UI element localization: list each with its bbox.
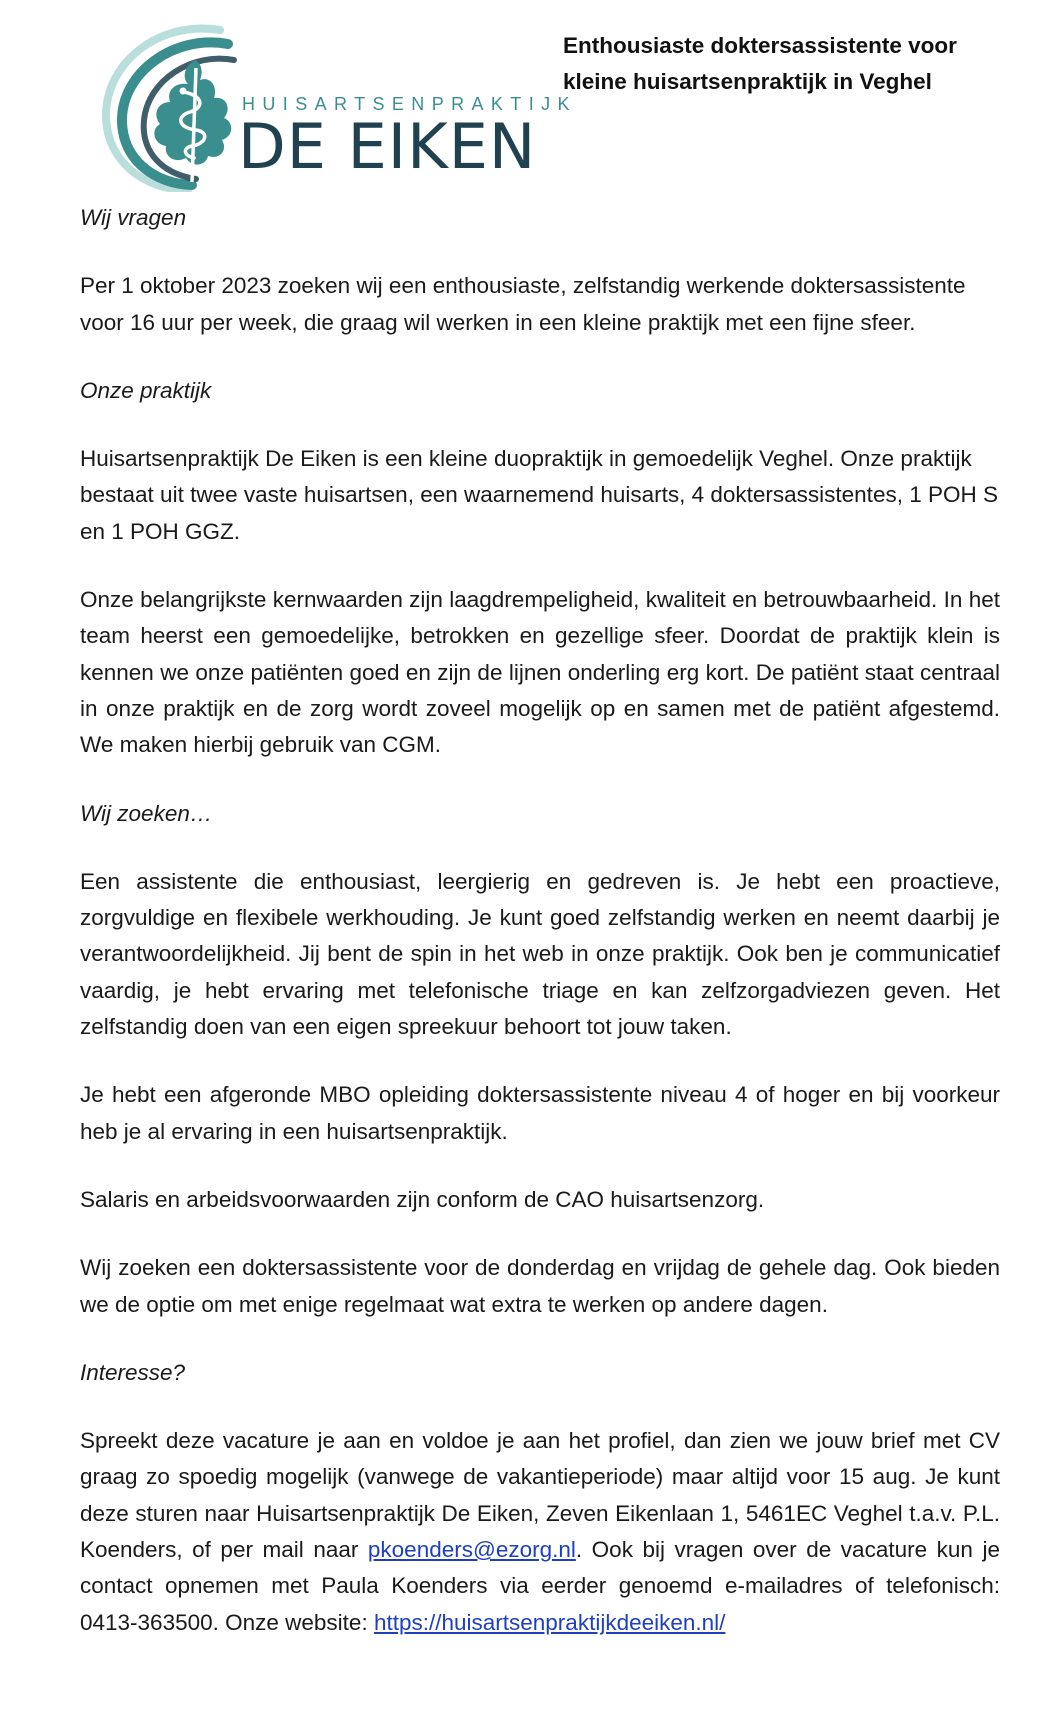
section-heading-onze-praktijk: Onze praktijk xyxy=(80,377,212,403)
paragraph-onze-praktijk-1: Huisartsenpraktijk De Eiken is een kleine duopraktijk in gemoedelijk Veghel. Onze praktijk bestaat uit twee vaste huisartsen, een waarnemend huisarts, 4 doktersassistentes, 1 POH S en 1 POH GGZ. xyxy=(80,446,998,544)
paragraph-wij-zoeken-3: Salaris en arbeidsvoorwaarden zijn conform de CAO huisartsenzorg. xyxy=(80,1186,765,1212)
paragraph-wij-zoeken-2: Je hebt een afgeronde MBO opleiding doktersassistente niveau 4 of hoger en bij voorkeur heb je al ervaring in een huisartsenpraktijk. xyxy=(80,1082,1000,1144)
job-title: Enthousiaste doktersassistente voor kleine huisartsenpraktijk in Veghel xyxy=(563,33,957,94)
paragraph-wij-zoeken-1: Een assistente die enthousiast, leergierig en gedreven is. Je hebt een proactieve, zorgvuldige en flexibele werkhouding. Je kunt goed zelfstandig werken en neemt daarbij je verantwoordelijkheid. Jij bent de spin in het web in onze praktijk. Ook ben je communicatief vaardig, je hebt ervaring met telefonische triage en kan zelfzorgadviezen geven. Het zelfstandig doen van een eigen spreekuur behoort tot jouw taken. xyxy=(80,868,1000,1040)
interesse-text-part-1: Spreekt deze vacature je aan en voldoe je aan het profiel, dan zien we jouw brief met CV graag zo spoedig mogelijk (vanwege de vakantieperiode) maar altijd voor 15 aug. Je kunt deze sturen naar Huisartsenpraktijk De Eiken, Zeven Eikenlaan 1, 5461EC Veghel t.a.v. P.L. Koenders, of per mail naar xyxy=(80,1428,1000,1563)
website-link[interactable]: https://huisartsenpraktijkdeeiken.nl/ xyxy=(373,1609,726,1635)
oak-leaf-caduceus-icon xyxy=(100,22,250,192)
paragraph-interesse xyxy=(80,1423,1000,1641)
section-heading-wij-vragen: Wij vragen xyxy=(80,205,187,230)
header xyxy=(0,0,1044,200)
section-heading-interesse: Interesse? xyxy=(80,1359,186,1385)
practice-logo xyxy=(100,22,577,192)
paragraph-wij-vragen: Per 1 oktober 2023 zoeken wij een enthousiaste, zelfstandig werkende doktersassistente voor 16 uur per week, die graag wil werken in een kleine praktijk met een fijne sfeer. xyxy=(80,273,966,335)
logo-name: DE EIKEN xyxy=(238,110,537,183)
paragraph-onze-praktijk-2: Onze belangrijkste kernwaarden zijn laagdrempeligheid, kwaliteit en betrouwbaarheid. In het team heerst een gemoedelijke, betrokken en gezellige sfeer. Doordat de praktijk klein is kennen we onze patiënten goed en zijn de lijnen onderling erg kort. De patiënt staat centraal in onze praktijk en de zorg wordt zoveel mogelijk op en samen met de patiënt afgestemd. We maken hierbij gebruik van CGM. xyxy=(80,587,1000,758)
posting-body xyxy=(80,200,1000,1673)
section-heading-wij-zoeken: Wij zoeken… xyxy=(80,800,213,826)
interesse-text-part-2: . Ook bij vragen over de vacature kun je contact opnemen met Paula Koenders via eerder genoemd e-mailadres of telefonisch: 0413-363500. Onze website: xyxy=(80,1537,1000,1635)
paragraph-wij-zoeken-4: Wij zoeken een doktersassistente voor de donderdag en vrijdag de gehele dag. Ook bieden we de optie om met enige regelmaat wat extra te werken op andere dagen. xyxy=(80,1255,1000,1317)
logo-subtitle: HUISARTSENPRAKTIJK xyxy=(242,94,577,114)
email-link[interactable]: pkoenders@ezorg.nl xyxy=(367,1537,576,1563)
